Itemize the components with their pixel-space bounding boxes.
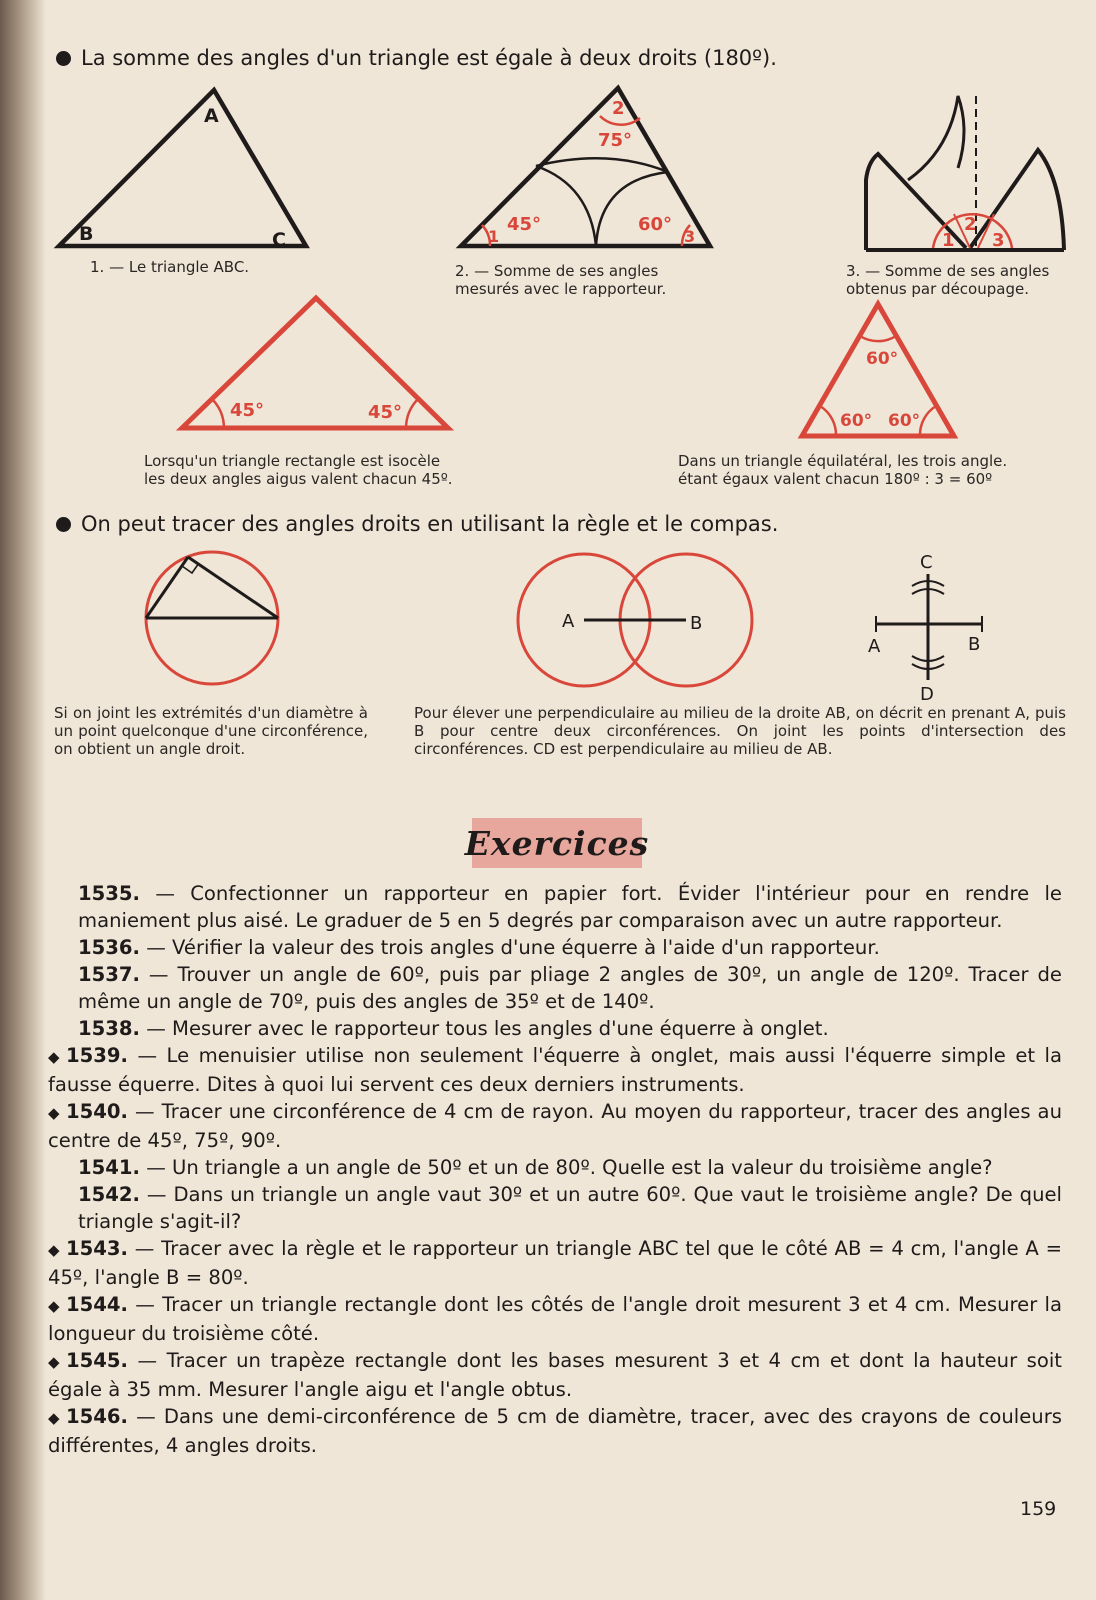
exercise-item: [48, 1291, 1062, 1347]
exercise-item: [48, 1235, 1062, 1291]
exercise-number: 1536.: [78, 936, 140, 959]
exercise-text: — Mesurer avec le rapporteur tous les angles d'une équerre à onglet.: [146, 1017, 829, 1040]
exercise-item: [48, 1015, 1062, 1042]
exercise-text: — Confectionner un rapporteur en papier fort. Évider l'intérieur pour en rendre le maniement plus aisé. Le graduer de 5 en 5 degrés par comparaison avec un autre rapporteur.: [78, 882, 1062, 932]
exercise-item: [48, 1098, 1062, 1154]
fig2-angle1: 45°: [507, 214, 542, 235]
diamond-icon: ◆: [48, 1048, 60, 1066]
exercise-item: [48, 1154, 1062, 1181]
fig2-angle3: 60°: [638, 214, 673, 235]
exercise-number: 1539.: [66, 1044, 128, 1067]
fig2-num3: 3: [684, 227, 696, 246]
isosceles-angle-left: 45°: [230, 400, 265, 421]
exercise-number: 1545.: [66, 1349, 128, 1372]
section1-heading-text: La somme des angles d'un triangle est égale à deux droits (180º).: [81, 46, 777, 70]
fig3-num2: 2: [964, 214, 977, 235]
exercises-title: Exercices: [464, 823, 650, 863]
exercise-text: — Le menuisier utilise non seulement l'équerre à onglet, mais aussi l'équerre simple et la fausse équerre. Dites à quoi lui servent ces deux derniers instruments.: [48, 1044, 1062, 1096]
equilateral-angle-top: 60°: [866, 349, 899, 369]
exercise-item: [48, 1403, 1062, 1459]
fig3-caption-line2: obtenus par découpage.: [846, 280, 1029, 298]
perp-label-d: D: [920, 684, 934, 705]
diamond-icon: ◆: [48, 1353, 60, 1371]
fig1-label-a: A: [204, 105, 219, 127]
exercise-text: — Dans un triangle un angle vaut 30º et un autre 60º. Que vaut le troisième angle? De quel triangle s'agit-il?: [78, 1183, 1062, 1233]
exercise-number: 1544.: [66, 1293, 128, 1316]
isosceles-caption-line1: Lorsqu'un triangle rectangle est isocèle: [144, 452, 441, 470]
exercise-number: 1542.: [78, 1183, 140, 1206]
exercise-text: — Dans une demi-circonférence de 5 cm de diamètre, tracer, avec des crayons de couleurs différentes, 4 angles droits.: [48, 1405, 1062, 1457]
circles-label-b: B: [690, 613, 703, 634]
exercise-number: 1541.: [78, 1156, 140, 1179]
exercise-number: 1543.: [66, 1237, 128, 1260]
fig2-caption-line2: mesurés avec le rapporteur.: [455, 280, 667, 298]
exercise-text: — Tracer avec la règle et le rapporteur un triangle ABC tel que le côté AB = 4 cm, l'angle A = 45º, l'angle B = 80º.: [48, 1237, 1063, 1289]
isosceles-angle-right: 45°: [368, 402, 403, 423]
fig3-num1: 1: [942, 230, 955, 251]
perpendicular-caption: Pour élever une perpendiculaire au milieu de la droite AB, on décrit en prenant A, puis B pour centre deux circonférences. On joint les points d'intersection des circonférences. CD est perpendiculaire au milieu de AB.: [414, 704, 1066, 758]
inscribed-angle-caption: Si on joint les extrémités d'un diamètre à un point quelconque d'une circonférence, on obtient un angle droit.: [54, 704, 368, 758]
perp-label-a: A: [868, 636, 881, 657]
exercise-item: [48, 880, 1062, 934]
perp-label-b: B: [968, 634, 981, 655]
fig2-caption-line1: 2. — Somme de ses angles: [455, 262, 659, 280]
exercise-text: — Trouver un angle de 60º, puis par pliage 2 angles de 30º, un angle de 120º. Tracer de même un angle de 70º, puis des angles de 35º et de 140º.: [78, 963, 1062, 1013]
fig2-num1: 1: [488, 227, 500, 246]
equilateral-angle-left: 60°: [840, 411, 873, 431]
equilateral-caption-line2: étant égaux valent chacun 180º : 3 = 60º: [678, 470, 993, 488]
exercise-text: — Tracer un triangle rectangle dont les côtés de l'angle droit mesurent 3 et 4 cm. Mesurer la longueur du troisième côté.: [48, 1293, 1062, 1345]
exercise-item: [48, 1042, 1062, 1098]
exercise-item: [48, 961, 1062, 1015]
equilateral-angle-right: 60°: [888, 411, 921, 431]
fig3-caption-line1: 3. — Somme de ses angles: [846, 262, 1050, 280]
exercise-number: 1540.: [66, 1100, 128, 1123]
exercise-text: — Tracer une circonférence de 4 cm de rayon. Au moyen du rapporteur, tracer des angles au centre de 45º, 75º, 90º.: [48, 1100, 1062, 1152]
exercise-list: [48, 880, 1062, 1459]
page-number: 159: [1020, 1498, 1057, 1520]
equilateral-caption-line1: Dans un triangle équilatéral, les trois angle.: [678, 452, 1008, 470]
circles-label-a: A: [562, 611, 575, 632]
fig2-angle2: 75°: [598, 130, 633, 151]
exercise-number: 1535.: [78, 882, 140, 905]
fig3-num3: 3: [992, 230, 1005, 251]
fig2-num2: 2: [612, 98, 625, 119]
exercise-item: [48, 934, 1062, 961]
diamond-icon: ◆: [48, 1409, 60, 1427]
perp-label-c: C: [920, 552, 933, 573]
diamond-icon: ◆: [48, 1104, 60, 1122]
fig1-caption: 1. — Le triangle ABC.: [90, 258, 250, 276]
exercise-number: 1537.: [78, 963, 140, 986]
diamond-icon: ◆: [48, 1297, 60, 1315]
exercise-text: — Un triangle a un angle de 50º et un de 80º. Quelle est la valeur du troisième angle?: [146, 1156, 993, 1179]
exercise-text: — Vérifier la valeur des trois angles d'une équerre à l'aide d'un rapporteur.: [146, 936, 880, 959]
section2-heading-text: On peut tracer des angles droits en utilisant la règle et le compas.: [81, 512, 779, 536]
exercise-number: 1538.: [78, 1017, 140, 1040]
fig1-label-c: C: [272, 229, 286, 251]
exercise-item: [48, 1181, 1062, 1235]
exercise-item: [48, 1347, 1062, 1403]
exercise-number: 1546.: [66, 1405, 128, 1428]
isosceles-caption-line2: les deux angles aigus valent chacun 45º.: [144, 470, 453, 488]
diamond-icon: ◆: [48, 1241, 60, 1259]
exercise-text: — Tracer un trapèze rectangle dont les bases mesurent 3 et 4 cm et dont la hauteur soit égale à 35 mm. Mesurer l'angle aigu et l'angle obtus.: [48, 1349, 1062, 1401]
fig1-label-b: B: [79, 223, 94, 245]
